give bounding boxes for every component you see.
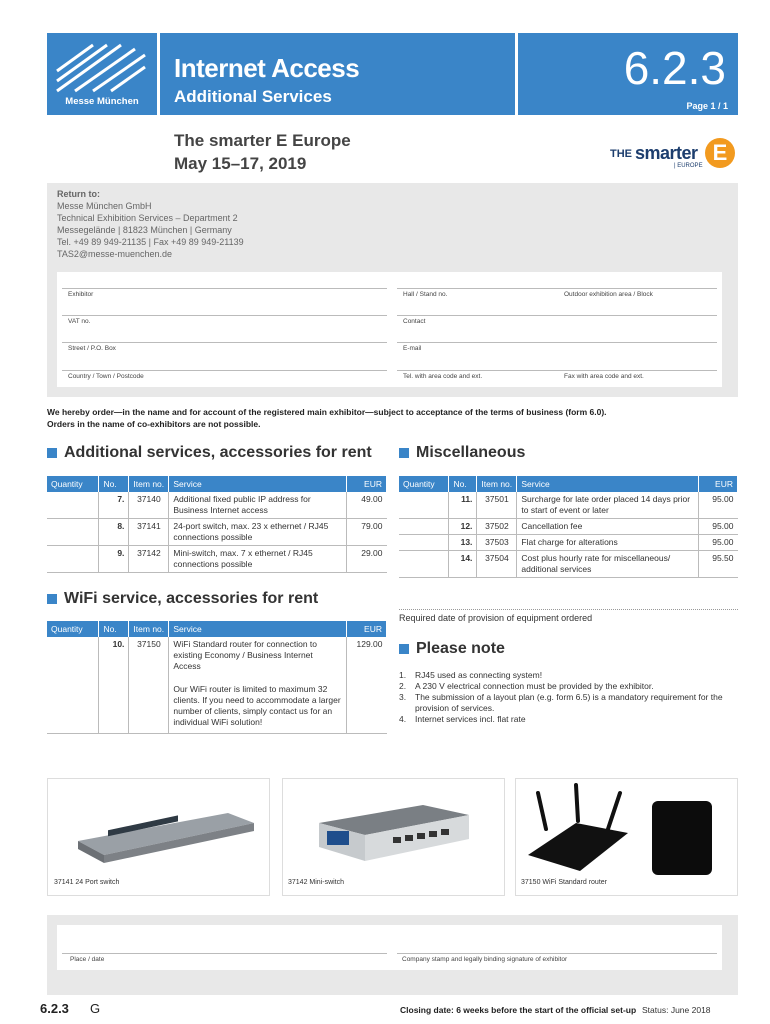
row-service: Surcharge for late order placed 14 days prior to start of event or later (517, 492, 699, 519)
street-label: Street / P.O. Box (68, 345, 116, 352)
table-row (47, 546, 387, 573)
note-number: 3. (399, 692, 407, 702)
notes-list (399, 670, 739, 725)
row-item: 37142 (129, 546, 169, 573)
list-item (399, 670, 739, 681)
quantity-input[interactable] (399, 492, 449, 519)
col-item: Item no. (129, 476, 169, 492)
row-price: 95.50 (698, 551, 737, 578)
col-no: No. (449, 476, 477, 492)
row-price: 95.00 (698, 519, 737, 535)
vat-label: VAT no. (68, 318, 91, 325)
col-eur: EUR (698, 476, 737, 492)
section-title: Please note (416, 640, 505, 657)
row-service: Cancellation fee (517, 519, 699, 535)
col-no: No. (99, 621, 129, 637)
vat-field[interactable] (62, 315, 387, 316)
note-number: 1. (399, 670, 407, 680)
row-price: 95.00 (698, 535, 737, 551)
hall-stand-field[interactable] (397, 288, 717, 289)
row-item: 37501 (477, 492, 517, 519)
row-service: Additional fixed public IP address for Business Internet access (169, 492, 347, 519)
row-service-note: Our WiFi router is limited to maximum 32 clients. If you need to accommodate a larger number of clients, simply contact us for an individual WiFi solution! (173, 684, 341, 727)
row-item: 37140 (129, 492, 169, 519)
row-price: 95.00 (698, 492, 737, 519)
quantity-input[interactable] (399, 519, 449, 535)
street-field[interactable] (62, 342, 387, 343)
brand-smarter: smarter (635, 143, 698, 163)
row-no: 11. (449, 492, 477, 519)
note-text: A 230 V electrical connection must be provided by the exhibitor. (415, 681, 654, 691)
row-item: 37503 (477, 535, 517, 551)
mini-switch-image-icon (283, 779, 504, 895)
row-no: 14. (449, 551, 477, 578)
wifi-services-table (47, 621, 387, 734)
brand-the: THE (610, 148, 632, 160)
list-item (399, 692, 739, 714)
stamp-label: Company stamp and legally binding signature of exhibitor (402, 956, 568, 963)
event-brand-logo (610, 138, 735, 168)
footer-form-number: 6.2.3 (40, 1001, 69, 1016)
col-item: Item no. (477, 476, 517, 492)
outdoor-label: Outdoor exhibition area / Block (564, 291, 653, 298)
return-line: Tel. +49 89 949-21135 | Fax +49 89 949-21139 (57, 237, 244, 247)
fax-label: Fax with area code and ext. (564, 373, 644, 380)
return-line: Messegelände | 81823 München | Germany (57, 225, 232, 235)
event-name: The smarter E Europe (174, 131, 351, 150)
row-no: 13. (449, 535, 477, 551)
row-item: 37504 (477, 551, 517, 578)
signature-field[interactable] (397, 953, 717, 954)
table-header-row (47, 476, 387, 492)
signature-panel[interactable] (57, 925, 722, 970)
section-wifi (47, 590, 318, 608)
exhibitor-form (57, 272, 722, 387)
brand-e-icon: E (705, 138, 735, 168)
page-subtitle: Additional Services (174, 87, 332, 106)
section-square-icon (399, 644, 409, 654)
exhibitor-label: Exhibitor (68, 291, 94, 298)
quantity-input[interactable] (47, 546, 99, 573)
note-text: RJ45 used as connecting system! (415, 670, 543, 680)
table-row (399, 519, 738, 535)
col-service: Service (169, 621, 347, 637)
quantity-input[interactable] (47, 492, 99, 519)
return-title: Return to: (57, 189, 100, 199)
row-price: 29.00 (347, 546, 387, 573)
row-service: WiFi Standard router for connection to existing Economy / Business Internet Access (173, 639, 318, 671)
logo-stripes-icon (53, 41, 151, 93)
footer-letter: G (90, 1001, 101, 1016)
table-row (47, 519, 387, 546)
section-square-icon (399, 448, 409, 458)
row-service: Cost plus hourly rate for miscellaneous/ additional services (517, 551, 699, 578)
order-line-2: Orders in the name of co-exhibitors are not possible. (47, 419, 261, 429)
section-title: Additional services, accessories for rent (64, 444, 372, 461)
caption-mini-switch: 37142 Mini-switch (288, 879, 345, 886)
note-text: Internet services incl. flat rate (415, 714, 526, 724)
table-row (399, 492, 738, 519)
row-price: 129.00 (347, 637, 387, 733)
quantity-input[interactable] (47, 519, 99, 546)
required-date-field[interactable] (399, 609, 738, 610)
col-no: No. (99, 476, 129, 492)
additional-services-table (47, 476, 387, 573)
section-title: Miscellaneous (416, 444, 526, 461)
section-misc (399, 444, 525, 462)
row-item: 37150 (129, 637, 169, 733)
section-title: WiFi service, accessories for rent (64, 590, 319, 607)
row-no: 8. (99, 519, 129, 546)
section-square-icon (47, 448, 57, 458)
col-eur: EUR (347, 476, 387, 492)
misc-services-table (399, 476, 738, 578)
title-box (160, 33, 515, 115)
return-line: Technical Exhibition Services – Department 2 (57, 213, 238, 223)
quantity-input[interactable] (47, 637, 99, 733)
note-number: 4. (399, 714, 407, 724)
router-image-icon (516, 779, 737, 895)
note-text: The submission of a layout plan (e.g. form 6.5) is a mandatory requirement for the provision of services. (415, 692, 723, 713)
tel-label: Tel. with area code and ext. (403, 373, 483, 380)
return-line: TAS2@messe-muenchen.de (57, 249, 173, 259)
col-service: Service (517, 476, 699, 492)
row-service: Mini-switch, max. 7 x ethernet / RJ45 connections possible (169, 546, 347, 573)
caption-wifi-router: 37150 WiFi Standard router (521, 879, 607, 886)
list-item (399, 681, 739, 692)
col-service: Service (169, 476, 347, 492)
row-service-cell (169, 637, 347, 733)
page-indicator: Page 1 / 1 (686, 101, 728, 111)
col-item: Item no. (129, 621, 169, 637)
caption-24-port-switch: 37141 24 Port switch (54, 879, 120, 886)
email-label: E-mail (403, 345, 422, 352)
section-additional (47, 444, 372, 462)
form-number: 6.2.3 (623, 42, 726, 94)
status-date: Status: June 2018 (642, 1005, 711, 1015)
page-title: Internet Access (174, 53, 360, 83)
table-row (399, 551, 738, 578)
place-date-label: Place / date (70, 956, 105, 963)
switch-image-icon (48, 779, 269, 895)
row-service: Flat charge for alterations (517, 535, 699, 551)
table-row (399, 535, 738, 551)
order-statement (47, 406, 607, 430)
col-eur: EUR (347, 621, 387, 637)
note-number: 2. (399, 681, 407, 691)
section-note (399, 640, 505, 658)
place-date-field[interactable] (62, 953, 387, 954)
row-price: 79.00 (347, 519, 387, 546)
country-label: Country / Town / Postcode (68, 373, 144, 380)
form-number-box (518, 33, 738, 115)
row-item: 37502 (477, 519, 517, 535)
table-header-row (47, 621, 387, 637)
row-price: 49.00 (347, 492, 387, 519)
table-header-row (399, 476, 738, 492)
email-field[interactable] (397, 342, 717, 343)
quantity-input[interactable] (399, 535, 449, 551)
brand-europe: | EUROPE (674, 163, 703, 169)
table-row (47, 492, 387, 519)
quantity-input[interactable] (399, 551, 449, 578)
col-quantity: Quantity (47, 621, 99, 637)
tel-fax-field[interactable] (397, 370, 717, 371)
row-no: 10. (99, 637, 129, 733)
closing-date: Closing date: 6 weeks before the start of the official set-up (400, 1005, 637, 1015)
row-no: 7. (99, 492, 129, 519)
exhibitor-field[interactable] (62, 288, 387, 289)
order-line-1: We hereby order—in the name and for account of the registered main exhibitor—subject to acceptance of the terms of business (form 6.0). (47, 407, 607, 417)
country-field[interactable] (62, 370, 387, 371)
row-item: 37141 (129, 519, 169, 546)
contact-field[interactable] (397, 315, 717, 316)
col-quantity: Quantity (399, 476, 449, 492)
contact-label: Contact (403, 318, 426, 325)
row-no: 9. (99, 546, 129, 573)
event-dates: May 15–17, 2019 (174, 154, 307, 173)
row-no: 12. (449, 519, 477, 535)
col-quantity: Quantity (47, 476, 99, 492)
table-row (47, 637, 387, 733)
section-square-icon (47, 594, 57, 604)
required-date-label: Required date of provision of equipment ordered (399, 613, 593, 623)
logo-text: Messe München (65, 96, 139, 107)
list-item (399, 714, 739, 725)
hall-stand-label: Hall / Stand no. (403, 291, 448, 298)
return-line: Messe München GmbH (57, 201, 152, 211)
messe-logo (47, 33, 157, 115)
row-service: 24-port switch, max. 23 x ethernet / RJ45 connections possible (169, 519, 347, 546)
